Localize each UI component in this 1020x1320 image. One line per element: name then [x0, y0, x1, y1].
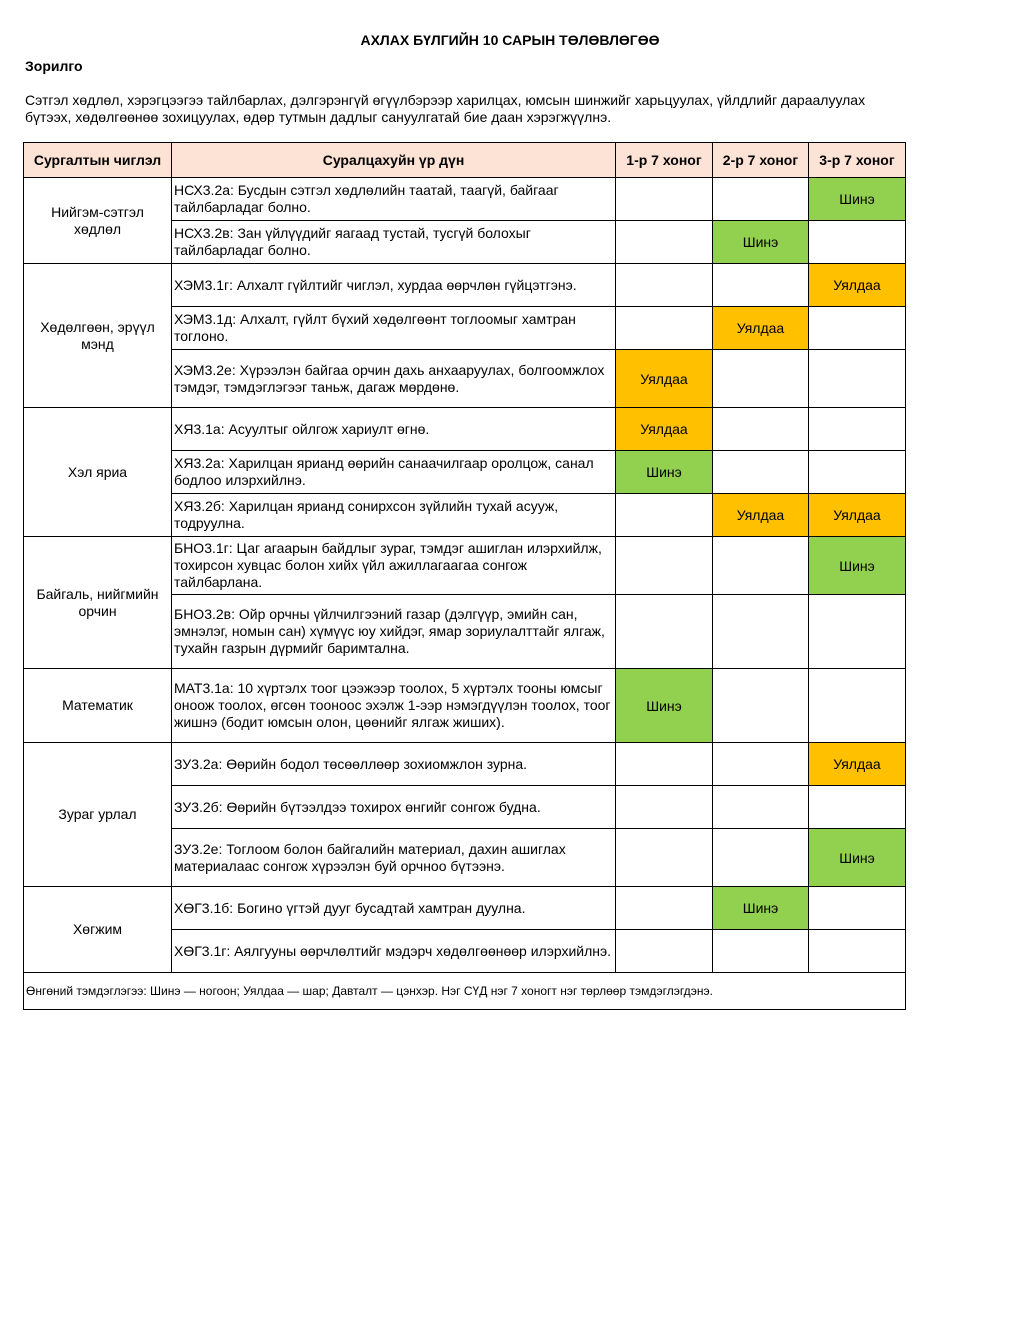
week-3-cell	[809, 408, 906, 451]
week-1-cell: Уялдаа	[616, 408, 713, 451]
subject-cell: Байгаль, нийгмийн орчин	[24, 537, 172, 669]
outcome-cell: ХЭМ3.1г: Алхалт гүйлтийг чиглэл, хурдаа өөрчлөн гүйцэтгэнэ.	[172, 264, 616, 307]
week-2-cell: Уялдаа	[713, 494, 809, 537]
outcome-cell: ХЭМ3.1д: Алхалт, гүйлт бүхий хөдөлгөөнт тоглоомыг хамтран тоглоно.	[172, 307, 616, 350]
week-2-cell: Шинэ	[713, 221, 809, 264]
header-outcome: Суралцахуйн үр дүн	[172, 143, 616, 178]
week-1-cell: Шинэ	[616, 669, 713, 743]
week-2-cell	[713, 786, 809, 829]
week-3-cell	[809, 595, 906, 669]
week-3-cell: Шинэ	[809, 537, 906, 595]
week-2-cell: Шинэ	[713, 887, 809, 930]
week-1-cell	[616, 595, 713, 669]
week-2-cell	[713, 350, 809, 408]
week-3-cell: Уялдаа	[809, 743, 906, 786]
week-3-cell	[809, 930, 906, 973]
header-week-2: 2-р 7 хоног	[713, 143, 809, 178]
legend-note: Өнгөний тэмдэглэгээ: Шинэ — ногоон; Уялдаа — шар; Давталт — цэнхэр. Нэг СҮД нэг 7 хоногт нэг төрлөөр тэмдэглэгдэнэ.	[24, 973, 906, 1010]
outcome-cell: ХЯ3.2б: Харилцан ярианд сонирхсон зүйлийн тухай асууж, тодруулна.	[172, 494, 616, 537]
week-2-cell	[713, 595, 809, 669]
week-1-cell	[616, 307, 713, 350]
table-row	[24, 178, 906, 221]
outcome-cell: ХЯ3.2а: Харилцан ярианд өөрийн санаачилгаар оролцож, санал бодлоо илэрхийлнэ.	[172, 451, 616, 494]
week-3-cell: Уялдаа	[809, 264, 906, 307]
week-1-cell: Шинэ	[616, 451, 713, 494]
subject-cell: Нийгэм-сэтгэл хөдлөл	[24, 178, 172, 264]
week-3-cell: Шинэ	[809, 178, 906, 221]
header-week-1: 1-р 7 хоног	[616, 143, 713, 178]
week-3-cell: Шинэ	[809, 829, 906, 887]
outcome-cell: НСХ3.2в: Зан үйлүүдийг яагаад тустай, тусгүй болохыг тайлбарладаг болно.	[172, 221, 616, 264]
week-3-cell	[809, 307, 906, 350]
week-2-cell	[713, 829, 809, 887]
week-1-cell	[616, 221, 713, 264]
outcome-cell: ХӨГ3.1г: Аялгууны өөрчлөлтийг мэдэрч хөдөлгөөнөөр илэрхийлнэ.	[172, 930, 616, 973]
subject-cell: Математик	[24, 669, 172, 743]
week-3-cell	[809, 221, 906, 264]
goal-heading: Зорилго	[25, 58, 83, 74]
week-1-cell	[616, 264, 713, 307]
table-row	[24, 887, 906, 930]
week-3-cell: Уялдаа	[809, 494, 906, 537]
header-subject: Сургалтын чиглэл	[24, 143, 172, 178]
week-1-cell	[616, 494, 713, 537]
week-2-cell	[713, 451, 809, 494]
week-3-cell	[809, 887, 906, 930]
week-1-cell	[616, 829, 713, 887]
week-3-cell	[809, 350, 906, 408]
header-week-3: 3-р 7 хоног	[809, 143, 906, 178]
outcome-cell: ЗУ3.2е: Тоглоом болон байгалийн материал, дахин ашиглах материалаас сонгож хүрээлэн буй орчноо бүтээнэ.	[172, 829, 616, 887]
week-2-cell	[713, 178, 809, 221]
table-row	[24, 408, 906, 451]
week-1-cell	[616, 887, 713, 930]
plan-table-body	[24, 178, 906, 973]
week-1-cell: Уялдаа	[616, 350, 713, 408]
outcome-cell: МАТ3.1а: 10 хүртэлх тоог цээжээр тоолох, 5 хүртэлх тооны юмсыг оноож тоолох, өгсөн тооноос эхэлж 1-ээр нэмэгдүүлэн тоолох, тоог жишнэ (бодит юмсын олон, цөөнийг ялгаж жиших).	[172, 669, 616, 743]
table-row	[24, 669, 906, 743]
week-2-cell	[713, 743, 809, 786]
subject-cell: Хөдөлгөөн, эрүүл мэнд	[24, 264, 172, 408]
outcome-cell: БНО3.2в: Ойр орчны үйлчилгээний газар (дэлгүүр, эмийн сан, эмнэлэг, номын сан) хүмүүс юу хийдэг, ямар зориулалттайг ялгаж, тухайн газрын дүрмийг баримтална.	[172, 595, 616, 669]
week-1-cell	[616, 537, 713, 595]
subject-cell: Зураг урлал	[24, 743, 172, 887]
page-title: АХЛАХ БҮЛГИЙН 10 САРЫН ТӨЛӨВЛӨГӨӨ	[360, 32, 660, 48]
week-2-cell	[713, 669, 809, 743]
subject-cell: Хэл яриа	[24, 408, 172, 537]
subject-cell: Хөгжим	[24, 887, 172, 973]
table-row	[24, 264, 906, 307]
outcome-cell: ЗУ3.2а: Өөрийн бодол төсөөллөөр зохиомжлон зурна.	[172, 743, 616, 786]
plan-table	[23, 142, 906, 1010]
outcome-cell: ХЯ3.1а: Асуултыг ойлгож хариулт өгнө.	[172, 408, 616, 451]
outcome-cell: ХЭМ3.2е: Хүрээлэн байгаа орчин дахь анхааруулах, болгоомжлох тэмдэг, тэмдэглэгээг таньж, дагаж мөрдөнө.	[172, 350, 616, 408]
week-3-cell	[809, 669, 906, 743]
week-1-cell	[616, 178, 713, 221]
goal-text: Сэтгэл хөдлөл, хэрэгцээгээ тайлбарлах, дэлгэрэнгүй өгүүлбэрээр харилцах, юмсын шинжийг харьцуулах, үйлдлийг дараалуулах бүтээх, хөдөлгөөнөө зохицуулах, өдөр тутмын дадлыг сануулгатай бие даан хэрэгжүүлнэ.	[25, 92, 866, 125]
table-header-row	[24, 143, 906, 178]
legend-row	[24, 973, 906, 1010]
table-row	[24, 743, 906, 786]
week-1-cell	[616, 930, 713, 973]
week-2-cell	[713, 408, 809, 451]
week-1-cell	[616, 743, 713, 786]
table-row	[24, 537, 906, 595]
week-2-cell	[713, 537, 809, 595]
outcome-cell: ХӨГ3.1б: Богино үгтэй дууг бусадтай хамтран дуулна.	[172, 887, 616, 930]
week-2-cell	[713, 930, 809, 973]
outcome-cell: БНО3.1г: Цаг агаарын байдлыг зураг, тэмдэг ашиглан илэрхийлж, тохирсон хувцас болон хийх үйл ажиллагаагаа сонгож тайлбарлана.	[172, 537, 616, 595]
week-2-cell: Уялдаа	[713, 307, 809, 350]
week-2-cell	[713, 264, 809, 307]
week-3-cell	[809, 786, 906, 829]
week-3-cell	[809, 451, 906, 494]
outcome-cell: ЗУ3.2б: Өөрийн бүтээлдээ тохирох өнгийг сонгож будна.	[172, 786, 616, 829]
week-1-cell	[616, 786, 713, 829]
outcome-cell: НСХ3.2а: Бусдын сэтгэл хөдлөлийн таатай, таагүй, байгааг тайлбарладаг болно.	[172, 178, 616, 221]
